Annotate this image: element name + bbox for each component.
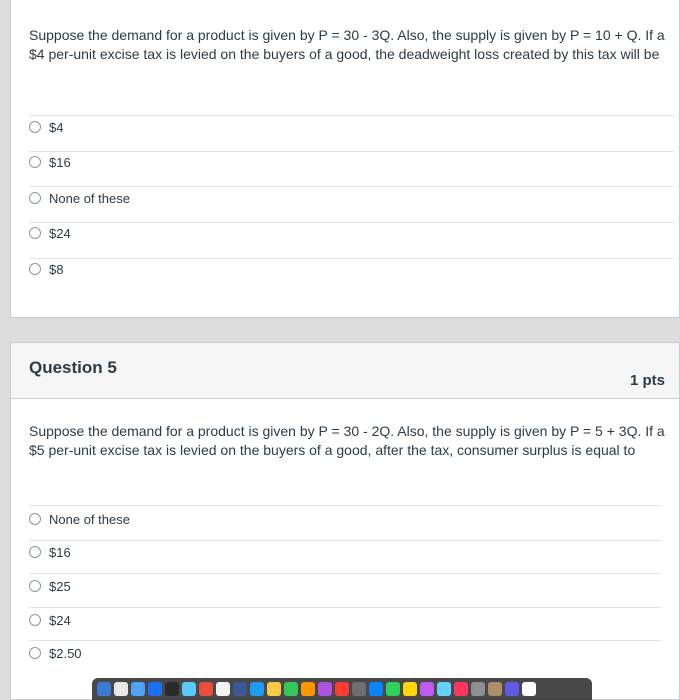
question-4-text: Suppose the demand for a product is given by P = 30 - 3Q. Also, the supply is given by P = 10 + Q. If a $4 per-unit excise tax is levied on the buyers of a good, the deadweight loss created by this tax will be (29, 27, 665, 62)
divider (29, 151, 674, 152)
divider (29, 640, 661, 641)
answer-option[interactable] (29, 573, 71, 599)
radio-icon[interactable] (29, 192, 41, 204)
answer-option[interactable] (29, 506, 130, 532)
dock-app-icon[interactable] (471, 682, 485, 696)
dock-app-icon[interactable] (284, 682, 298, 696)
divider (29, 222, 674, 223)
dock-app-icon[interactable] (488, 682, 502, 696)
question-5-card (10, 342, 680, 700)
dock-app-icon[interactable] (318, 682, 332, 696)
dock-app-icon[interactable] (148, 682, 162, 696)
answer-option[interactable] (29, 607, 71, 633)
divider (29, 573, 661, 574)
question-5-text: Suppose the demand for a product is given by P = 30 - 2Q. Also, the supply is given by P = 5 + 3Q. If a $5 per-unit excise tax is levied on the buyers of a good, after the tax, consumer surplus is equal to (29, 423, 665, 458)
dock-app-icon[interactable] (403, 682, 417, 696)
radio-icon[interactable] (29, 156, 41, 168)
radio-icon[interactable] (29, 227, 41, 239)
radio-icon[interactable] (29, 614, 41, 626)
question-title: Question 5 (29, 358, 117, 377)
dock-app-icon[interactable] (301, 682, 315, 696)
answer-option[interactable] (29, 149, 71, 175)
dock-app-icon[interactable] (182, 682, 196, 696)
dock-app-icon[interactable] (454, 682, 468, 696)
answer-option[interactable] (29, 640, 82, 666)
dock-app-icon[interactable] (233, 682, 247, 696)
answer-label: None of these (49, 511, 130, 527)
dock-app-icon[interactable] (437, 682, 451, 696)
divider (29, 607, 661, 608)
dock-app-icon[interactable] (267, 682, 281, 696)
dock-app-icon[interactable] (250, 682, 264, 696)
dock-app-icon[interactable] (369, 682, 383, 696)
radio-icon[interactable] (29, 263, 41, 275)
radio-icon[interactable] (29, 513, 41, 525)
divider (29, 540, 661, 541)
question-header (11, 343, 679, 399)
dock (92, 678, 592, 700)
question-4-card (10, 0, 680, 318)
radio-icon[interactable] (29, 121, 41, 133)
radio-icon[interactable] (29, 546, 41, 558)
question-points: 1 pts (629, 372, 665, 389)
answer-label: $8 (49, 261, 64, 277)
answer-option[interactable] (29, 220, 71, 246)
answer-option[interactable] (29, 185, 130, 211)
radio-icon[interactable] (29, 580, 41, 592)
dock-app-icon[interactable] (335, 682, 349, 696)
answer-label: $24 (49, 612, 71, 628)
dock-app-icon[interactable] (522, 682, 536, 696)
dock-app-icon[interactable] (386, 682, 400, 696)
answer-option[interactable] (29, 114, 63, 140)
answer-label: None of these (49, 190, 130, 206)
divider (29, 115, 674, 116)
dock-app-icon[interactable] (352, 682, 366, 696)
answer-option[interactable] (29, 256, 63, 282)
dock-app-icon[interactable] (97, 682, 111, 696)
dock-app-icon[interactable] (216, 682, 230, 696)
answer-label: $4 (49, 119, 64, 135)
dock-app-icon[interactable] (420, 682, 434, 696)
answer-label: $16 (49, 544, 71, 560)
dock-app-icon[interactable] (199, 682, 213, 696)
dock-app-icon[interactable] (131, 682, 145, 696)
dock-app-icon[interactable] (165, 682, 179, 696)
dock-app-icon[interactable] (114, 682, 128, 696)
divider (29, 258, 674, 259)
answer-label: $24 (49, 225, 71, 241)
answer-label: $2.50 (49, 645, 82, 661)
answer-label: $16 (49, 154, 71, 170)
radio-icon[interactable] (29, 647, 41, 659)
answer-option[interactable] (29, 539, 71, 565)
dock-app-icon[interactable] (505, 682, 519, 696)
answer-label: $25 (49, 578, 71, 594)
